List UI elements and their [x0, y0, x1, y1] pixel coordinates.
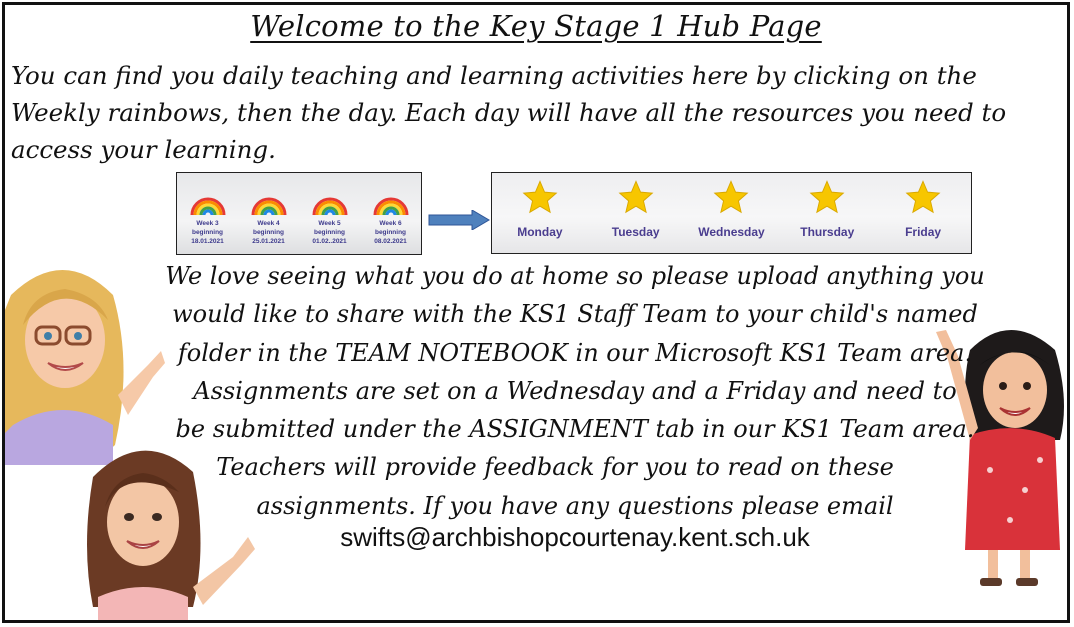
week-label: Week 6: [379, 220, 402, 227]
intro-line: access your learning.: [11, 135, 276, 164]
instructions-paragraph: [95, 257, 1055, 525]
star-icon: [521, 179, 559, 217]
body-line: be submitted under the ASSIGNMENT tab in our KS1 Team area.: [175, 415, 975, 444]
week-label: beginning: [252, 229, 285, 236]
star-icon: [617, 179, 655, 217]
intro-paragraph: [11, 57, 1070, 168]
week-date: 08.02.2021: [374, 238, 407, 245]
week-link-4[interactable]: [242, 179, 296, 246]
week-label: Week 3: [196, 220, 219, 227]
star-icon: [904, 179, 942, 217]
day-label: Tuesday: [611, 225, 660, 239]
right-arrow-icon: [428, 210, 490, 230]
day-label: Thursday: [800, 225, 855, 239]
day-label: Wednesday: [698, 225, 765, 239]
day-link-wednesday[interactable]: [686, 179, 776, 253]
rainbow-icon: [188, 179, 228, 219]
week-label: beginning: [191, 229, 224, 236]
rainbow-icon: [310, 179, 350, 219]
week-label: Week 4: [257, 220, 280, 227]
week-link-3[interactable]: [181, 179, 235, 246]
week-date: 25.01.2021: [252, 238, 285, 245]
star-icon: [712, 179, 750, 217]
body-line: Assignments are set on a Wednesday and a Friday and need to: [193, 376, 957, 405]
week-date: 01.02..2021: [312, 238, 347, 245]
week-label: beginning: [374, 229, 407, 236]
body-line: would like to share with the KS1 Staff Team to your child's named: [172, 300, 978, 329]
week-label: beginning: [313, 229, 346, 236]
rainbow-icon: [249, 179, 289, 219]
day-label: Friday: [905, 225, 942, 239]
day-link-friday[interactable]: [878, 179, 968, 253]
body-line: assignments. If you have any questions please email: [256, 491, 894, 520]
intro-line: You can find you daily teaching and learning activities here by clicking on the: [11, 61, 977, 90]
week-date: 18.01.2021: [191, 238, 224, 245]
week-label: Week 5: [318, 220, 341, 227]
day-link-tuesday[interactable]: [591, 179, 681, 253]
days-panel: [491, 172, 972, 254]
body-line: folder in the TEAM NOTEBOOK in our Microsoft KS1 Team area.: [177, 338, 973, 367]
star-icon: [808, 179, 846, 217]
body-line: Teachers will provide feedback for you to read on these: [216, 453, 894, 482]
week-link-5[interactable]: [303, 179, 357, 246]
rainbow-icon: [371, 179, 411, 219]
day-label: Monday: [517, 225, 563, 239]
contact-email[interactable]: swifts@archbishopcourtenay.kent.sch.uk: [340, 522, 810, 552]
intro-line: Weekly rainbows, then the day. Each day will have all the resources you need to: [11, 98, 1007, 127]
hub-page-frame: [2, 2, 1070, 623]
day-link-monday[interactable]: [495, 179, 585, 253]
weekly-rainbows-panel: [176, 172, 422, 255]
week-link-6[interactable]: [364, 179, 418, 246]
page-title: Welcome to the Key Stage 1 Hub Page: [250, 9, 822, 43]
body-line: We love seeing what you do at home so please upload anything you: [165, 262, 985, 290]
day-link-thursday[interactable]: [782, 179, 872, 253]
